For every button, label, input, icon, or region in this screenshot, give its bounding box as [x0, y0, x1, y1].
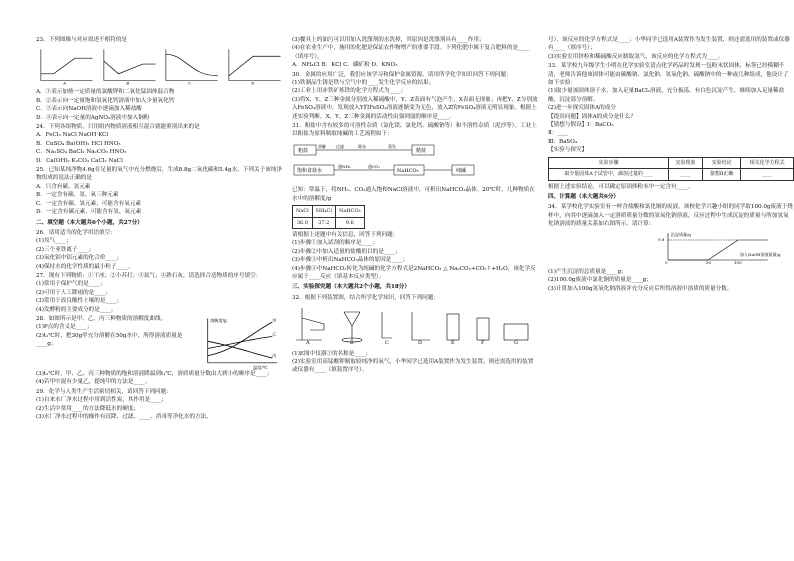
column-1 [36, 36, 282, 422]
sub-item: (1)取少量该固体溶于水，加入足量BaCl₂溶液，充分振荡，有白色沉淀产生，继续加入足量稀盐酸，沉淀部分溶解。 [548, 88, 785, 103]
axis-label: 沉淀质量/g [671, 231, 691, 237]
flow-step: NaHCO₃ [397, 167, 419, 174]
sub-item: (1)E图中仪器①的名称是____； [292, 350, 372, 357]
sub-item: (3)实验室用锌粒和稀硫酸反应制取氢气，该反应的化学方程式为____。 [548, 53, 724, 60]
sub-item: (3)水厂净水过程中的操作有沉降、过滤、____、消毒等净化水的方法。 [36, 414, 212, 420]
flow-step: 通NH₃ [338, 163, 351, 169]
option-d: D．④表示向一定量的AgNO₃溶液中加入铜粉 [36, 114, 150, 121]
axis-label: 温度/℃ [253, 364, 268, 370]
section-heading: 三、实验探究题（本大题共2个小题，共18分） [292, 284, 410, 291]
question-32 [292, 294, 538, 375]
question-26 [36, 229, 282, 271]
tick-label: 0 [665, 259, 668, 264]
flow-step: 纯碱 [456, 167, 467, 174]
column-2 [292, 36, 538, 376]
option-b: B．②表示向一定量饱和氢氧化钙溶液中加入少量氧化钙 [36, 97, 175, 104]
table-cell: ____ [741, 169, 794, 180]
table-cell: 取少量固体A于试管中，滴加过量的____ [549, 169, 669, 180]
table-header: NH₄Cl [312, 206, 335, 217]
question-30 [292, 71, 538, 121]
option-c: C．一定含有碳、氢元素，可能含有氧元素 [36, 200, 141, 207]
sub-item: (3)t₂℃时，甲、乙、丙三种物质的饱和溶液降温到t₁℃，溶质质量分数由大到小的顺序是____； [36, 370, 273, 377]
question-29 [36, 388, 282, 422]
tick-label: 50 [706, 259, 712, 264]
option-a: A．①表示加热一定质量的氯酸钾和二氧化锰固体混合物 [36, 89, 175, 96]
sub-item: (2)进一步探究固体A的成分 [548, 105, 616, 112]
question-stem: 33．某学校九年级学生小明在化学实验室清点化学药品时发现一包粉末状固体，标签已经模糊不清，老师告诉他该固体可能由碳酸钠、氯化钠、氢氧化钠、硫酸钠中的一种或几种组成，他设计了如下实验： [548, 63, 789, 87]
sub-item: (4)发酵粉的主要成分的是____。 [36, 306, 117, 313]
lab-apparatus-figure [292, 304, 538, 344]
sub-item: (3)将X、Y、Z三种金属分别放入稀硫酸中，Y、Z表面有气泡产生，X表面无现象；再把Y、Z分别放入FeSO₄溶液中，发现放入Y的FeSO₄溶液逐渐变为无色，放入Z的FeSO₄溶液无明显现象。根据上述实验判断，X、Y、Z三种金属的活动性由强到弱的顺序是____。 [292, 96, 538, 120]
sub-item: 请根据上述题中有关信息，回答下列问题： [292, 231, 399, 238]
option-c: C．③表示向NaOH溶液中逐滴加入稀盐酸 [36, 106, 142, 113]
figure-label: B [350, 340, 354, 345]
sub-item: (3)常用于改良酸性土壤的是____； [36, 298, 123, 305]
figure-label: F [481, 340, 485, 345]
axis-label: 加入NaOH溶液质量/g [740, 251, 781, 257]
flow-step: 溶解 [318, 143, 326, 149]
graph-label: D [250, 80, 254, 86]
question-23 [36, 36, 282, 122]
sub-item: (2)100.0g废液中氯化铜的质量是____g； [548, 277, 652, 284]
sub-item: (2)三个亚铁离子____； [36, 246, 95, 253]
flow-step: 精盐 [416, 147, 427, 154]
sub-item: (1)产生沉淀的总质量是____g； [548, 268, 627, 275]
known-info: 已知：常温下，将NH₃、CO₂通入饱和NaCl溶液中，可析出NaHCO₃晶体。20℃时，几种物质在水中的溶解度/g [292, 187, 535, 202]
graph-1 [36, 46, 95, 86]
graph-label: C [188, 80, 192, 86]
sub-item: (1)步骤①加入试剂的顺序是____； [292, 240, 379, 247]
column-3 [548, 36, 794, 294]
question-25 [36, 166, 282, 216]
sub-item: (2)步骤②中加入适量的盐酸的目的是____； [292, 248, 401, 255]
question-24 [36, 123, 282, 165]
sub-item: (4)若甲中混有少量乙，提纯甲的方法是____。 [36, 379, 151, 386]
section-heading: 二、填空题（本大题共6个小题，共27分） [36, 219, 143, 226]
flow-step: 除杂 [358, 143, 366, 149]
figure-label: D [418, 340, 423, 345]
question-32-continued [548, 36, 794, 61]
sub-item: 号），该反应的化学方程式是____；小华同学已选用A装置作为发生装置，则还需选用的装置或仪器有____（填序号）； [548, 37, 790, 52]
question-28 [36, 315, 282, 387]
sub-item: (2)工业上用赤铁矿炼铁的化学方程式为____； [292, 88, 407, 95]
sub-item: (2)生活中常用____的方法降低水的硬度； [36, 405, 140, 412]
solubility-curve [198, 315, 282, 370]
sub-item: (3)餐具上的油污可以用加入洗涤剂的水洗掉，其原因是洗涤剂具有____作用； [292, 37, 485, 43]
tick-label: 100 [734, 259, 742, 264]
table-header: 实验步骤 [549, 157, 669, 168]
table-cell: ____ [669, 169, 703, 180]
sub-item: (2)t₂℃时，把30g甲充分溶解在50g水中，所得溶液质量是____g； [36, 332, 183, 348]
sub-item: (1)氖气____； [36, 238, 72, 245]
sub-item: Ⅲ：BaSO₄ [548, 138, 578, 145]
question-stem: 25．已知某纯净物4.6g在足量的氧气中充分燃烧后，生成8.8g二氧化碳和5.4g水。下列关于该纯净物组成的说法正确的是 [36, 167, 282, 182]
figure-label: A [306, 340, 310, 345]
option-a: A．FeCl₃ NaCl NaOH KCl [36, 132, 109, 139]
graph-2 [99, 46, 158, 86]
sub-item: 【提出问题】固体A的成分是什么？ [548, 113, 636, 120]
sub-item: A．NH₄Cl B．KCl C．磷矿粉 D．KNO₃ [292, 62, 398, 69]
sub-item: (3)计算加入100g氢氧化钠溶液并充分反应后所得溶液中溶质的质量分数。 [548, 285, 733, 292]
question-stem: 23．下列图像与对应叙述不相符的是 [36, 37, 128, 43]
sub-item: (2)实验室用高锰酸钾制取较纯净的氧气，小华同学已选用A装置作为发生装置，则还需选用的装置或仪器有____（填装置序号）。 [292, 358, 534, 374]
question-stem: 29．化学与人类生产生活密切相关，请回答下列问题： [36, 388, 172, 395]
sub-item: (4)在农业生产中，施用的化肥是保证农作物增产的重要手段。下列化肥中属于复合肥料的是____（填序号）。 [292, 45, 530, 60]
question-stem: 32．根据下列装置图，结合所学化学知识，回答下列问题： [292, 294, 439, 301]
section-heading: 四、计算题（本大题共6分） [548, 193, 620, 200]
question-31 [292, 122, 538, 281]
figure-label: E [451, 340, 455, 345]
solubility-table [292, 205, 365, 229]
tick-label: 9.8 [658, 236, 665, 242]
graph-label: A [63, 80, 67, 86]
flow-step: 饱和食盐水 [297, 167, 323, 174]
table-header: NaCl [293, 206, 313, 217]
question-34 [548, 203, 794, 293]
series-label: 甲 [272, 318, 277, 324]
table-cell: 37.2 [312, 217, 335, 228]
option-a: A．只含有碳、氢元素 [36, 183, 91, 190]
sub-item: 【实验与探究】 [548, 147, 588, 154]
sub-item: (1)自来水厂净水过程中用到活性炭，其作用是____； [36, 397, 167, 404]
graph-label: B [125, 80, 129, 86]
table-header: 实验现象 [669, 157, 703, 168]
flow-step: 通CO₂ [368, 163, 380, 169]
option-b: B．CuSO₄ Ba(OH)₂ HCl HNO₃ [36, 140, 121, 147]
question-29-continued [292, 36, 538, 70]
table-cell: 36.0 [293, 217, 313, 228]
figure-label: G [514, 340, 518, 345]
sub-item: (3)氧化铝中铝元素的化合价____； [36, 255, 123, 262]
sub-item: 【猜想与假设】Ⅰ：BaCO₃ [548, 122, 614, 129]
process-flow-diagram [292, 141, 538, 181]
sub-item: (3)步骤③中析出NaHCO₃晶体的原因是____； [292, 257, 409, 264]
question-stem: 28．如图所示是甲、乙、丙三种物质的溶解度曲线。 [36, 315, 167, 322]
precipitate-graph [548, 230, 794, 264]
sub-item: 根据上述实验结论，可以确定原固体粉末中一定含有____。 [548, 183, 694, 190]
axis-label: 溶解度/g [210, 318, 227, 324]
option-c: C．Na₂SO₄ BaCl₂ Na₂CO₃ HNO₃ [36, 149, 127, 156]
series-label: 乙 [272, 331, 277, 337]
graph-3 [161, 46, 220, 86]
series-label: 丙 [272, 352, 277, 358]
sub-item: (1)铁制品生锈是铁与空气中的____发生化学反应的结果； [292, 80, 435, 87]
option-b: B．一定含有碳、氢、氧三种元素 [36, 192, 119, 199]
table-cell: 9.6 [335, 217, 364, 228]
table-header: 实验结论 [703, 157, 741, 168]
flow-step: 蒸发 [388, 143, 396, 149]
figure-label: C [385, 340, 389, 345]
sub-item: (1)常用于保护气的是____； [36, 281, 106, 288]
table-header: 相关化学方程式 [741, 157, 794, 168]
sub-item: Ⅱ：____ [548, 130, 569, 137]
option-d: D．Ca(OH)₂ K₂CO₃ CaCl₂ NaCl [36, 157, 123, 164]
question-stem: 27．现有下列物质：①干冰；②小苏打；③氮气；④熟石灰，请选择合适物质的序号填空： [36, 272, 262, 279]
table-cell: 猜想Ⅱ正确 [703, 169, 741, 180]
question-27 [36, 272, 282, 314]
sub-item: (4)步骤④中NaHCO₃转化为纯碱的化学方程式是2NaHCO₃ △ Na₂CO₃+CO₂↑+H₂O，该化学反应属于____反应（填基本反应类型）。 [292, 265, 536, 280]
sub-item: (4)保持水的化学性质的最小粒子____。 [36, 263, 134, 270]
question-33 [548, 62, 794, 191]
sub-item: (2)可用于人工降雨的是____； [36, 289, 112, 296]
graph-4 [224, 46, 283, 86]
flow-step: 粗盐 [298, 147, 309, 154]
sub-item: (1)P点的含义是____； [36, 324, 93, 331]
question-stem: 31．粗盐中含有较多的可溶性杂质（氯化镁、氯化钙、硫酸钠等）和不溶性杂质（泥沙等）。工业上以粗盐为原料制取纯碱的工艺流程如下： [292, 123, 537, 138]
option-d: D．一定含有碳元素，可能含有氢、氧元素 [36, 209, 142, 216]
question-stem: 34．某学校化学实验室有一杯含盐酸和氯化铜的废液，该校化学兴趣小组的同学取100.0g废液于烧杯中，向其中逐滴加入一定溶质质量分数的氢氧化钠溶液，反应过程中生成沉淀的质量与所加氢氧化钠溶液的质量关系如右图所示。请计算： [548, 204, 793, 228]
q23-graphs [36, 46, 282, 86]
question-stem: 26．请用适当的化学用语填空： [36, 229, 116, 236]
experiment-table [548, 157, 794, 181]
question-stem: 24．下列各组物质，只用组内物质溶液相互混合就能鉴别出来的是 [36, 124, 200, 131]
question-stem: 30．金属的应用广泛，我们应该学习和保护金属资源。请用所学化学知识回答下列问题： [292, 71, 512, 78]
table-header: NaHCO₃ [335, 206, 364, 217]
flow-step: 过滤 [336, 143, 344, 149]
